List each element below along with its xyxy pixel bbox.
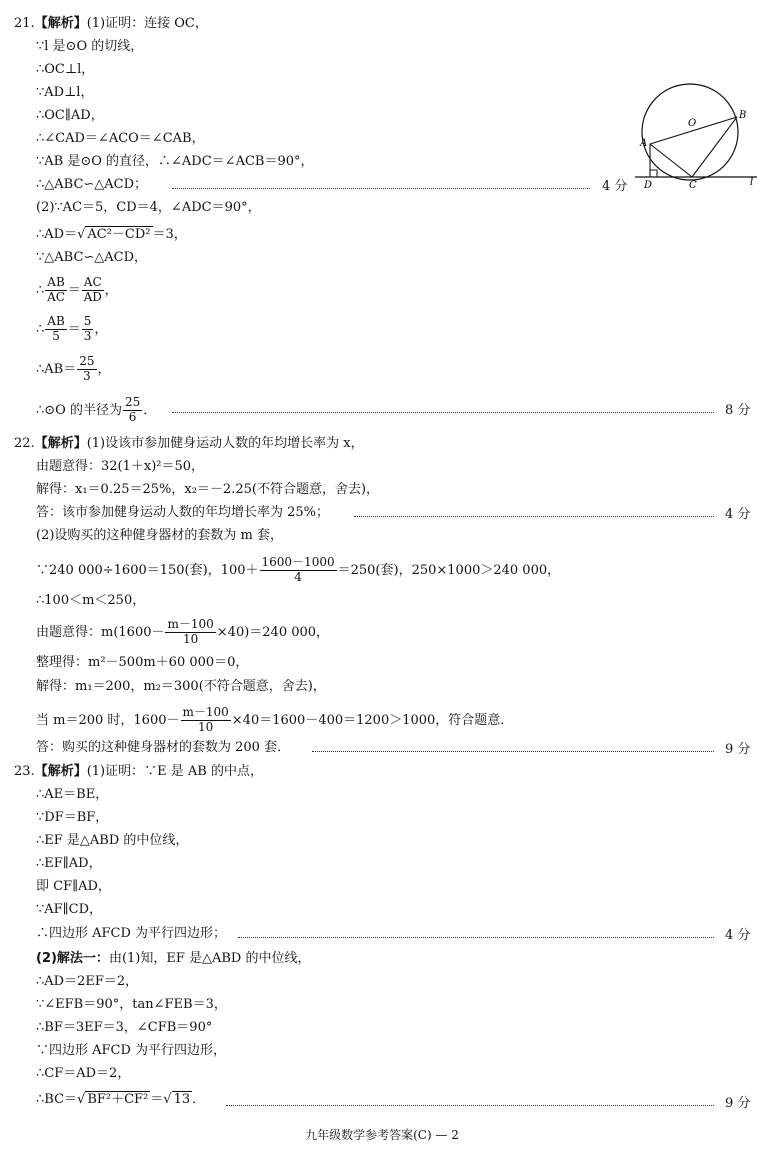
label-d: D <box>644 180 653 190</box>
q22-line-12: 答：购买的这种健身器材的套数为 200 套． <box>36 740 291 755</box>
fraction: $\frac{25}{3}$ <box>79 354 95 383</box>
q21-line-9: (2)∵AC＝5，CD＝4，∠ADC＝90°， <box>36 200 261 215</box>
leader-dots <box>238 937 714 938</box>
leader-dots <box>312 751 714 752</box>
sqrt-expression: AC²－CD² <box>87 227 151 242</box>
q21-line-11: ∵△ABC∽△ACD， <box>36 250 148 265</box>
q23-line-8: ∴四边形 AFCD 为平行四边形； <box>36 926 227 941</box>
q23-line-1: (1)证明：∵E 是 AB 的中点， <box>86 764 263 779</box>
q23-line-5: ∴EF∥AD， <box>36 856 102 871</box>
q21-score-1: 4 分 <box>602 179 628 194</box>
q23-score-1: 4 分 <box>725 928 751 943</box>
fraction: $\frac{m-100}{10}$ <box>182 705 229 734</box>
q22-line-3: 解得：x₁＝0.25＝25%，x₂＝－2.25(不符合题意，舍去)， <box>36 482 380 497</box>
q23-line-2: ∴AE＝BE， <box>36 787 109 802</box>
q23-method-tag: (2)解法一： <box>36 951 109 966</box>
q21-line-5: ∴OC∥AD， <box>36 108 104 123</box>
sqrt-expression: 13 <box>173 1092 191 1107</box>
q22-line-2: 由题意得：32(1＋x)²＝50， <box>36 459 205 474</box>
leader-dots <box>226 1105 714 1106</box>
q23-line-3: ∵DF＝BF， <box>36 810 109 825</box>
q21-line-12: ∴ $\frac{AB}{AC}$ ＝ $\frac{AC}{AD}$ ， <box>36 275 118 304</box>
q23-line-7: ∵AF∥CD， <box>36 902 103 917</box>
q22-number: 22. <box>14 436 35 451</box>
q21-line-13: ∴ $\frac{AB}{5}$ ＝ $\frac{5}{3}$ ， <box>36 314 108 343</box>
q22-tag: 【解析】 <box>34 436 87 451</box>
q22-line-8: 由题意得：m(1600－ $\frac{m-100}{10}$ ×40)＝240 000， <box>36 617 330 646</box>
right-angle-mark <box>650 170 657 177</box>
q22-line-9: 整理得：m²－500m＋60 000＝0， <box>36 655 249 670</box>
q21-line-8: ∴△ABC∽△ACD； <box>36 177 148 192</box>
q22-heading <box>14 437 364 450</box>
fraction: $\frac{25}{6}$ <box>124 395 141 424</box>
q23-line-11: ∵∠EFB＝90°，tan∠FEB＝3， <box>36 997 227 1012</box>
leader-dots <box>172 188 590 189</box>
geometry-figure <box>633 80 759 190</box>
q21-line-2: ∵l 是⊙O 的切线， <box>36 39 144 54</box>
q21-heading <box>14 17 208 30</box>
q23-score-2: 9 分 <box>725 1096 751 1111</box>
q21-line-14: ∴AB＝ $\frac{25}{3}$ ， <box>36 354 111 383</box>
q23-line-12: ∴BF＝3EF＝3，∠CFB＝90° <box>36 1020 213 1035</box>
leader-dots <box>354 516 714 517</box>
fraction: $\frac{1600-1000}{4}$ <box>261 555 335 584</box>
label-l: l <box>750 177 754 188</box>
label-o: O <box>688 118 697 129</box>
q22-line-10: 解得：m₁＝200，m₂＝300(不符合题意，舍去)， <box>36 679 326 694</box>
sqrt-expression: BF²＋CF² <box>87 1092 149 1107</box>
q22-line-1: (1)设该市参加健身运动人数的年均增长率为 x， <box>86 436 364 451</box>
fraction: $\frac{AB}{5}$ <box>47 314 65 343</box>
q21-line-4: ∵AD⊥l， <box>36 85 94 100</box>
q23-tag: 【解析】 <box>34 764 87 779</box>
label-a: A <box>640 138 648 149</box>
q22-line-11: 当 m＝200 时，1600－ $\frac{m-100}{10}$ ×40＝1600－400＝1200＞1000，符合题意． <box>36 705 514 734</box>
fraction: $\frac{m-100}{10}$ <box>167 617 214 646</box>
q21-line-6: ∴∠CAD＝∠ACO＝∠CAB， <box>36 131 205 146</box>
label-b: B <box>739 110 747 121</box>
q22-line-5: (2)设购买的这种健身器材的套数为 m 套， <box>36 528 284 543</box>
q23-line-14: ∴CF＝AD＝2， <box>36 1066 131 1081</box>
leader-dots <box>172 412 714 413</box>
q21-line-15: ∴⊙O 的半径为 $\frac{25}{6}$ ． <box>36 395 157 424</box>
q22-line-7: ∴100＜m＜250， <box>36 593 146 608</box>
q23-line-13: ∵四边形 AFCD 为平行四边形， <box>36 1043 227 1058</box>
q21-line-10: ∴AD＝√ AC²－CD² ＝3， <box>36 227 187 242</box>
segment-bc <box>692 117 737 177</box>
q23-line-10: ∴AD＝2EF＝2， <box>36 974 139 989</box>
q23-heading <box>14 765 263 778</box>
q23-line-9: (2)解法一：由(1)知，EF 是△ABD 的中位线， <box>36 951 311 966</box>
q21-tag: 【解析】 <box>34 16 87 31</box>
fraction: $\frac{5}{3}$ <box>83 314 92 343</box>
q21-line-3: ∴OC⊥l， <box>36 62 95 77</box>
q23-number: 23. <box>14 764 35 779</box>
fraction: $\frac{AC}{AD}$ <box>83 275 102 304</box>
page-footer: 九年级数学参考答案(C) — 2 <box>305 1128 459 1142</box>
q22-score-1: 4 分 <box>725 507 751 522</box>
q21-score-2: 8 分 <box>725 403 751 418</box>
q21-number: 21. <box>14 16 35 31</box>
q22-line-4: 答：该市参加健身运动人数的年均增长率为 25%； <box>36 505 330 520</box>
label-c: C <box>689 180 697 190</box>
q21-line-1: (1)证明：连接 OC， <box>86 16 208 31</box>
q23-line-6: 即 CF∥AD， <box>36 879 111 894</box>
segment-ac <box>650 144 692 177</box>
fraction: $\frac{AB}{AC}$ <box>47 275 65 304</box>
q22-score-2: 9 分 <box>725 742 751 757</box>
q21-line-7: ∵AB 是⊙O 的直径，∴∠ADC＝∠ACB＝90°， <box>36 154 314 169</box>
q23-line-4: ∴EF 是△ABD 的中位线， <box>36 833 189 848</box>
q22-line-6: ∵240 000÷1600＝150(套)，100＋ $\frac{1600-1000}{4}$ ＝250(套)，250×1000＞240 000， <box>36 555 561 584</box>
q23-line-15: ∴BC＝√ BF²＋CF² ＝√ 13 ． <box>36 1092 206 1107</box>
